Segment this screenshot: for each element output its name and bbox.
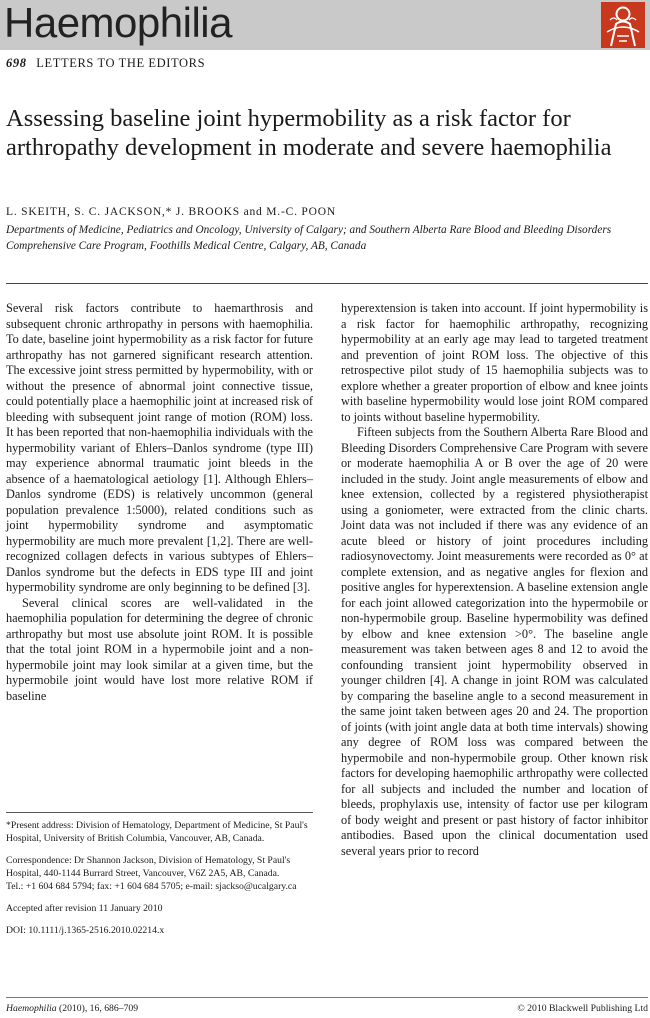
footer-journal: Haemophilia [6, 1003, 57, 1014]
correspondence-note [6, 854, 313, 893]
footer-copyright: © 2010 Blackwell Publishing Ltd [517, 1003, 648, 1014]
footer-volume: (2010), 16, 686–709 [59, 1003, 139, 1014]
body-paragraph: Several clinical scores are well-validated in the haemophilia population for determining the degree of chronic arthropathy but most use absolute joint ROM. It is possible that the total joint ROM in a hypermobile joint and a non-hypermobile joint may look similar at a given time, but the hypermobile joint would have lost more relative ROM if baseline [6, 595, 313, 703]
running-header [6, 56, 205, 71]
footer-divider [6, 997, 648, 998]
wfh-figure-logo-icon [601, 2, 645, 48]
body-column-left [6, 301, 313, 704]
page-number: 698 [6, 56, 27, 70]
present-address-note: *Present address: Division of Hematology, Department of Medicine, St Paul's Hospital, University of British Columbia, Vancouver, AB, Canada. [6, 820, 308, 844]
logo-figure-graphic [601, 2, 645, 48]
footnotes [6, 812, 313, 946]
body-paragraph: Several risk factors contribute to haemarthrosis and subsequent chronic arthropathy in persons with haemophilia. To date, baseline joint hypermobility as a risk factor for future arthropathy has not garnered significant research attention. The excessive joint stress permitted by hypermobility, with or without the presence of abnormal joint connective tissue, could potentially place a haemophilic joint at increased risk of bleeding with subsequent joint range of motion (ROM) loss. It has been reported that non-haemophilia individuals with the hypermobility variant of Ehlers–Danlos syndrome (type III) may experience abnormal traumatic joint bleeds in the absence of a haematological aetiology [1]. Although Ehlers–Danlos syndrome (EDS) is relatively uncommon (general population prevalence 1:5000), related conditions such as joint hypermobility syndrome and asymptomatic hypermobility are much more prevalent [1,2]. There are well-recognized collagen defects in various subtypes of Ehlers–Danlos syndrome but the defects in EDS type III and joint hypermobility syndrome are only beginning to be defined [3]. [6, 301, 313, 594]
correspondence-contact: Tel.: +1 604 684 5794; fax: +1 604 684 5705; e-mail: sjackso@ucalgary.ca [6, 881, 297, 892]
body-paragraph: hyperextension is taken into account. If joint hypermobility is a risk factor for haemophilic arthropathy, recognizing hypermobility at an early age may lead to targeted treatment and prevention of joint ROM loss. The objective of this retrospective pilot study of 15 haemophilia subjects was to explore whether a greater proportion of elbow and knee joints with baseline hypermobility would lose joint ROM compared to joints without baseline hypermobility. [341, 301, 648, 424]
body-paragraph: Fifteen subjects from the Southern Alberta Rare Blood and Bleeding Disorders Comprehensive Care Program with severe or moderate haemophilia A or B over the age of 20 were included in the study. Joint angle measurements of elbow and knee extension, collected by a registered physiotherapist using a goniometer, were extracted from the clinic charts. Joint data was not included if there was any evidence of an acute bleed or history of joint procedures including radiosynovectomy. Joint measurements were recorded as 0° at complete extension, and as negative angles for flexion and positive angles for hyperextension. A baseline extension angle for each joint allowed categorization into the hypermobile or non-hypermobile group. Baseline hypermobility was defined by elbow and knee extension >0°. The baseline angle measurement was taken between ages 8 and 12 to avoid the confounding transient joint hypermobility observed in younger children [4]. A change in joint ROM was calculated by comparing the baseline angle to a second measurement in the same joint taken between ages 20 and 24. The proportion of joints (with joint angle data at both time intervals) showing any degree of ROM loss was compared between the hypermobile and non-hypermobile group. Other known risk factors for developing haemophilic arthropathy were collected for all subjects and included the number and location of bleeds, prophylaxis use, intensity of factor use per kilogram of body weight and present or past history of factor inhibitor antibodies. Based upon the clinical documentation used several years prior to record [341, 425, 648, 858]
article-title: Assessing baseline joint hypermobility as a risk factor for arthropathy development in moderate and severe haemophilia [6, 105, 612, 161]
footnote-divider [6, 812, 313, 813]
accepted-date: Accepted after revision 11 January 2010 [6, 903, 163, 914]
footer-citation [6, 1003, 138, 1014]
journal-masthead [0, 0, 650, 50]
correspondence-address: Correspondence: Dr Shannon Jackson, Division of Hematology, St Paul's Hospital, 440-1144 Burrard Street, Vancouver, V6Z 2A5, AB, Canada. [6, 855, 291, 879]
author-list: L. SKEITH, S. C. JACKSON,* J. BROOKS and M.-C. POON [6, 206, 336, 218]
doi: DOI: 10.1111/j.1365-2516.2010.02214.x [6, 925, 165, 936]
author-affiliation: Departments of Medicine, Pediatrics and Oncology, University of Calgary; and Southern Alberta Rare Blood and Bleeding Disorders Comprehensive Care Program, Foothills Medical Centre, Calgary, AB, Canada [6, 224, 612, 252]
body-column-right [341, 301, 648, 859]
header-divider [6, 283, 648, 284]
journal-name: Haemophilia [4, 0, 232, 46]
section-title: LETTERS TO THE EDITORS [36, 56, 206, 70]
